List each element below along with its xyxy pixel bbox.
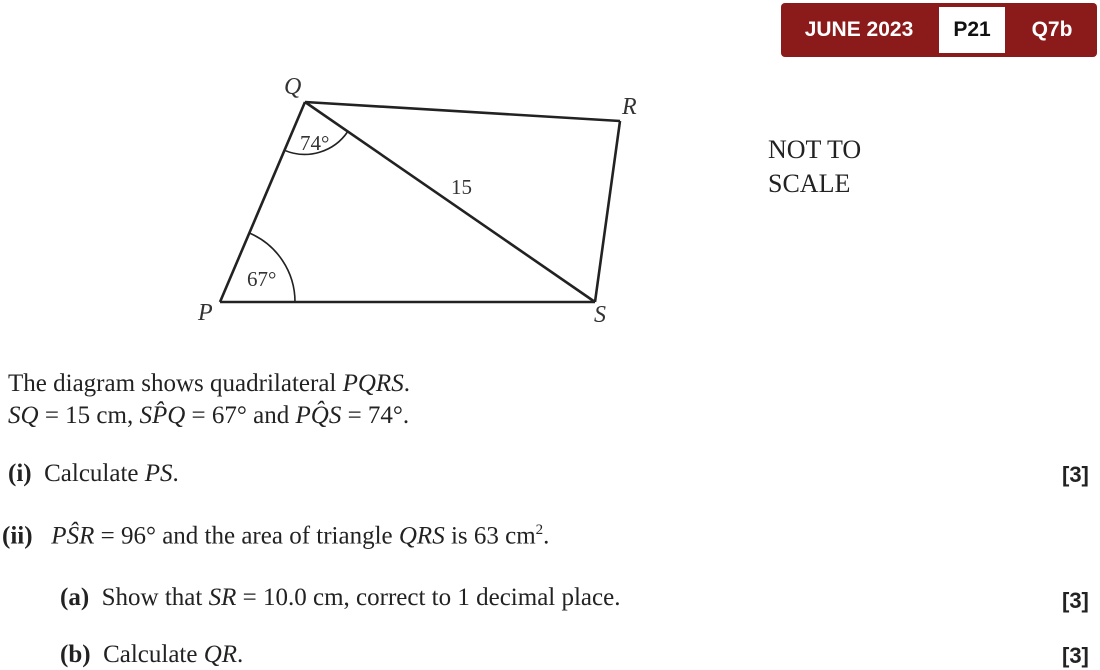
part-ii-label: (ii) (2, 522, 33, 550)
vertex-label-q: Q (284, 74, 302, 100)
part-ii-question: (ii) PŜR = 96° and the area of triangle QRS is 63 $cm^2$. (2, 522, 550, 550)
shape-name: PQRS (342, 370, 404, 397)
part-b-label: (b) (60, 641, 91, 668)
vertex-label-p: P (198, 300, 213, 326)
part-a-marks: [3] (1062, 588, 1089, 613)
part-i-label: (i) (8, 460, 32, 487)
side-qr (305, 102, 620, 121)
angle-label-q: 74° (300, 131, 330, 155)
note-line-1: NOT TO (768, 135, 862, 164)
angle-label-p: 67° (247, 267, 277, 291)
part-b-question: (b) Calculate QR. (60, 641, 244, 668)
part-a-question: (a) Show that SR = 10.0 cm, correct to 1 decimal place. (60, 584, 621, 611)
part-i-marks: [3] (1062, 462, 1089, 487)
part-a-label: (a) (60, 584, 90, 611)
vertex-label-r: R (622, 94, 637, 120)
question-number: Q7b (1031, 18, 1073, 41)
side-rs (595, 121, 620, 302)
part-i-question: (i) Calculate PS. (8, 460, 179, 487)
vertex-label-s: S (594, 302, 606, 328)
diagonal-qs (305, 102, 595, 302)
intro-line-1: The diagram shows quadrilateral PQRS. (8, 370, 410, 397)
part-b-marks: [3] (1062, 643, 1089, 668)
paper-number: P21 (939, 7, 1005, 53)
side-length-label: 15 (451, 175, 472, 199)
note-line-2: SCALE (768, 169, 851, 198)
exam-session: JUNE 2023 (804, 18, 914, 41)
not-to-scale-note (768, 133, 861, 201)
intro-line-2: SQ = 15 cm, SP̂Q = 67° and PQ̂S = 74°. (8, 402, 410, 429)
